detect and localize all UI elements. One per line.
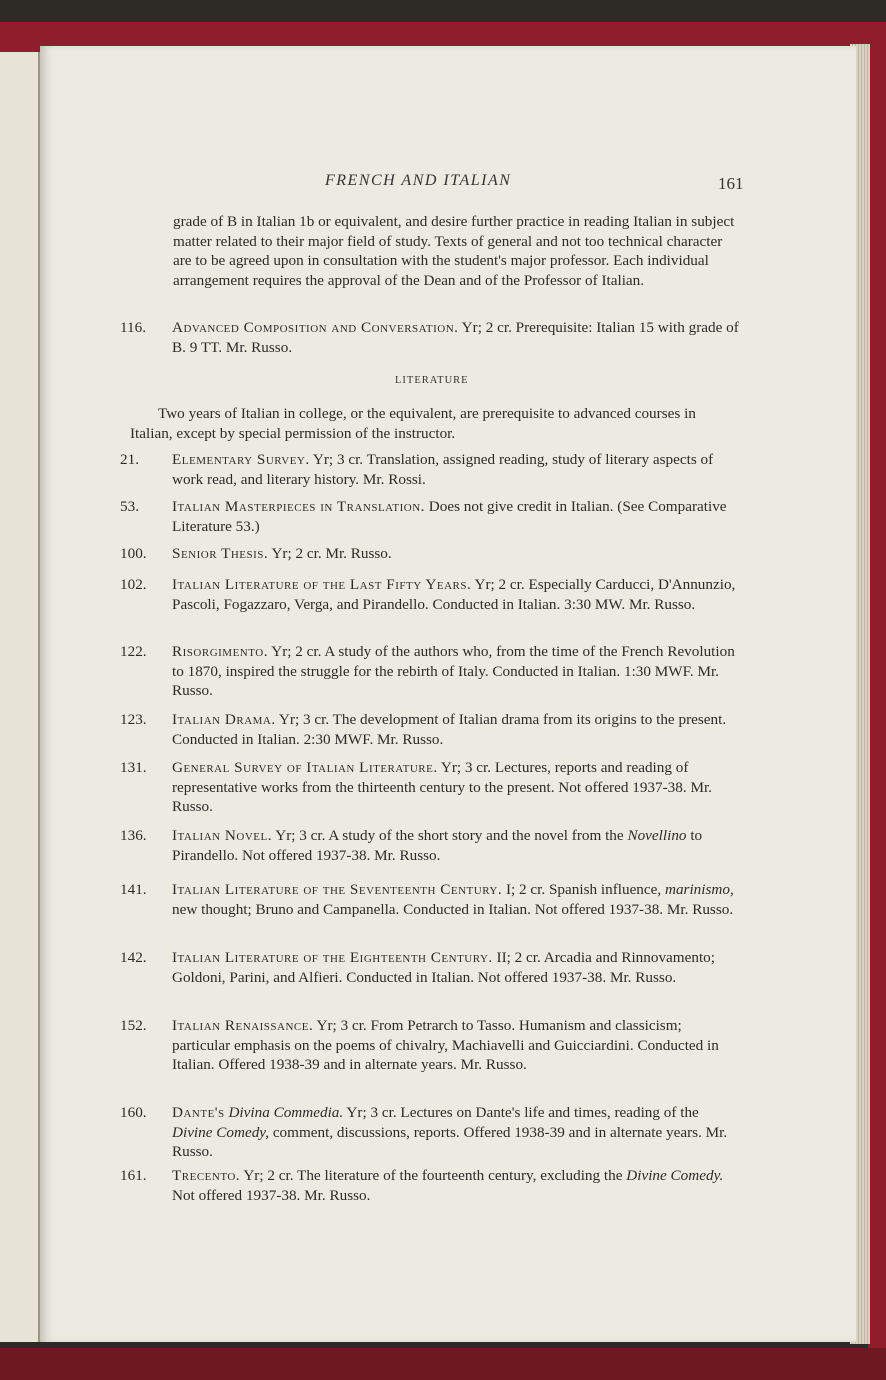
course-text: Yr; 2 cr. Mr. Russo. [268,545,392,562]
course-title: Elementary Survey. [172,451,310,468]
course-number: 21. [120,451,139,468]
course-number: 123. [120,711,147,728]
course-title: Italian Literature of the Last Fifty Years. [172,576,472,593]
course-142 [120,948,742,987]
course-text: Yr; 2 cr. Prerequisite: Italian 15 with grade of B. 9 TT. Mr. Russo. [172,319,739,356]
course-text: Does not give credit in Italian. (See Comparative Literature 53.) [172,498,727,535]
course-number: 116. [120,319,147,336]
course-116 [120,318,742,357]
course-title: Italian Literature of the Eighteenth Century. [172,949,493,966]
book-cover-bottom [0,1348,886,1380]
section-heading-literature: LITERATURE [395,375,469,386]
course-123 [120,710,742,749]
book-cover-right [868,22,886,1380]
course-title: Advanced Composition and Conversation. [172,319,459,336]
course-141 [120,880,742,919]
course-title: Italian Drama. [172,711,276,728]
course-text: Yr; 3 cr. Lectures, reports and reading of representative works from the thirteenth century to the present. Not offered 1937-38. Mr. Russo. [172,759,712,815]
course-21 [120,450,742,489]
course-title: Italian Novel. [172,827,272,844]
course-number: 141. [120,881,147,898]
course-text: II; 2 cr. Arcadia and Rinnovamento; Goldoni, Parini, and Alfieri. Conducted in Italian. Not offered 1937-38. Mr. Russo. [172,949,715,986]
course-text: Yr; 2 cr. The literature of the fourteenth century, excluding the [240,1167,627,1184]
course-italic-title: Divina Commedia. [228,1104,344,1121]
course-italic-text: marinismo, [664,881,734,898]
course-text: Yr; 3 cr. Lectures on Dante's life and times, reading of the [343,1104,699,1121]
course-title: Italian Masterpieces in Translation. [172,498,425,515]
course-122 [120,642,742,701]
course-text: Yr; 3 cr. A study of the short story and the novel from the [272,827,628,844]
course-title: Trecento. [172,1167,241,1184]
course-102 [120,575,742,614]
intro-paragraph: grade of B in Italian 1b or equivalent, and desire further practice in reading Italian in subject matter related to their major field of study. Texts of general and not too technical character are to be agreed upon in consultation with the student's major professor. Each individual arrangement requires the approval of the Dean and of the Professor of Italian. [173,213,735,289]
course-161 [120,1166,742,1205]
course-text: Yr; 2 cr. Especially Carducci, D'Annunzio, Pascoli, Fogazzaro, Verga, and Pirandello. Conducted in Italian. 3:30 MW. Mr. Russo. [172,576,736,613]
course-136 [120,826,742,865]
course-number: 152. [120,1017,147,1034]
course-text: new thought; Bruno and Campanella. Conducted in Italian. Not offered 1937-38. Mr. Russo. [172,900,734,918]
course-number: 142. [120,949,147,966]
course-italic-text: Novellino [627,827,687,844]
course-152 [120,1016,742,1075]
course-100 [120,544,742,564]
course-text: to Pirandello. Not offered 1937-38. Mr. Russo. [172,827,703,864]
course-text: Yr; 2 cr. A study of the authors who, from the time of the French Revolution to 1870, inspired the struggle for the rebirth of Italy. Conducted in Italian. 1:30 MWF. Mr. Russo. [172,643,735,699]
course-131 [120,758,742,817]
course-160 [120,1103,742,1162]
course-number: 100. [120,545,147,562]
course-italic-text: Divine Comedy. [626,1167,724,1184]
course-53 [120,497,742,536]
course-title: Italian Literature of the Seventeenth Century. [172,881,503,898]
course-text: Yr; 3 cr. Translation, assigned reading, study of literary aspects of work read, and literary history. Mr. Rossi. [172,451,714,488]
page-number: 161 [718,174,744,193]
course-text: Not offered 1937-38. Mr. Russo. [172,1186,371,1204]
course-text: Yr; 3 cr. From Petrarch to Tasso. Humanism and classicism; particular emphasis on the poems of chivalry, Machiavelli and Guicciardini. Conducted in Italian. Offered 1938-39 and in alternate years. Mr. Russo. [172,1017,719,1073]
course-number: 122. [120,643,147,660]
course-title: Senior Thesis. [172,545,269,562]
course-title: Italian Renaissance. [172,1017,314,1034]
course-title: General Survey of Italian Literature. [172,759,438,776]
course-title: Dante's [172,1104,225,1121]
literature-paragraph: Two years of Italian in college, or the equivalent, are prerequisite to advanced courses in Italian, except by special permission of the instructor. [130,405,696,442]
course-number: 161. [120,1167,147,1184]
previous-page-edge [0,52,40,1342]
course-number: 131. [120,759,147,776]
course-number: 136. [120,827,147,844]
course-italic-text: Divine Comedy, [172,1123,270,1141]
course-text: comment, discussions, reports. Offered 1938-39 and in alternate years. Mr. Russo. [172,1123,728,1160]
course-title: Risorgimento. [172,643,269,660]
running-head: FRENCH AND ITALIAN [325,172,512,189]
course-number: 160. [120,1104,147,1121]
course-text: I; 2 cr. Spanish influence, [502,881,665,898]
course-text: Yr; 3 cr. The development of Italian drama from its origins to the present. Conducted in Italian. 2:30 MWF. Mr. Russo. [172,711,727,748]
course-number: 53. [120,498,139,515]
course-number: 102. [120,576,147,593]
